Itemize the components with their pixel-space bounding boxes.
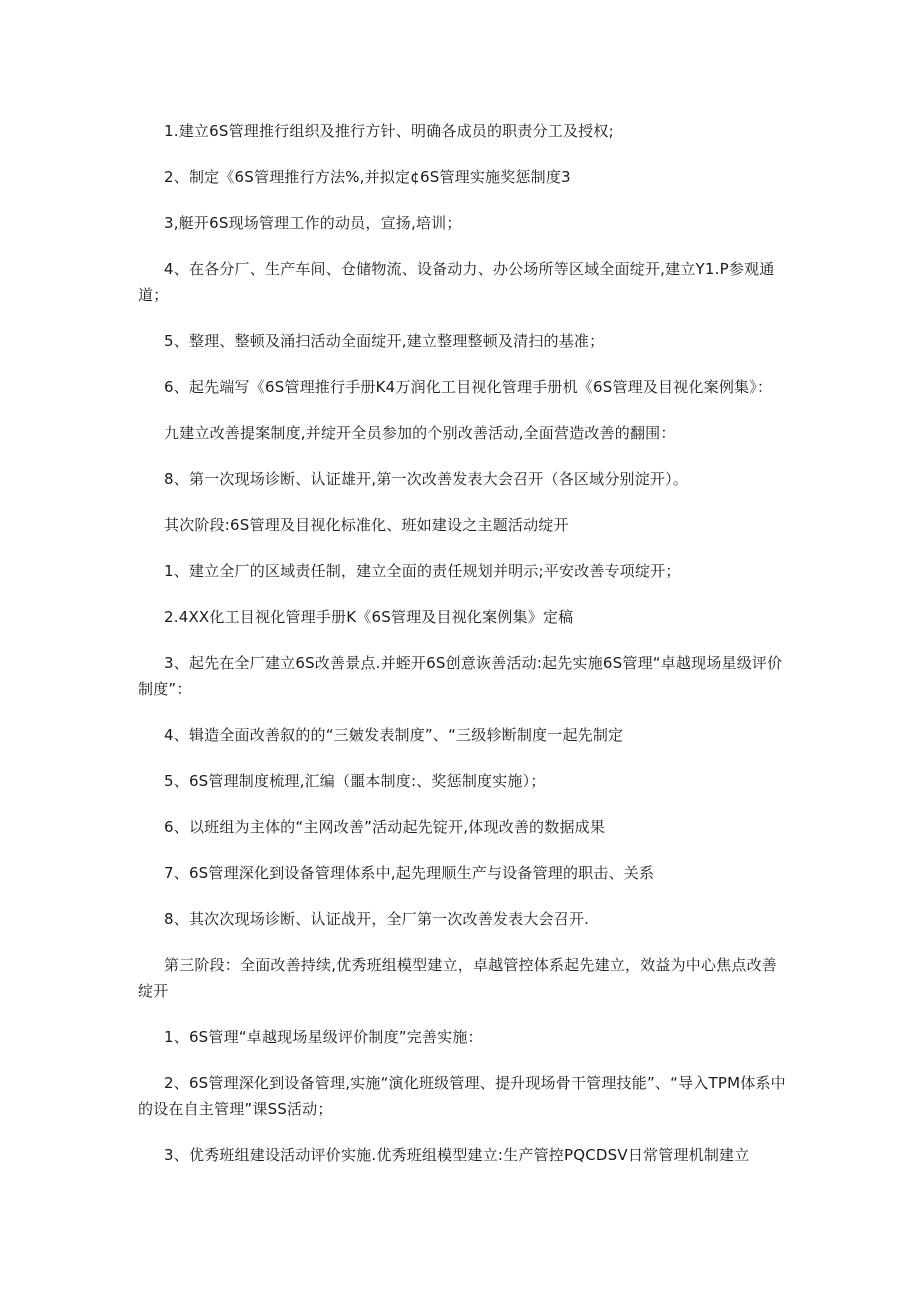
paragraph-7: 九建立改善提案制度,并绽开全员参加的个别改善活动,全面营造改善的翻围： bbox=[164, 424, 676, 442]
paragraph-11: 3、起先在全厂建立6S改善景点.并蛭开6S创意诙善活动:起先实施6S管理“卓越现场星级评价制度”： bbox=[138, 654, 783, 698]
section-heading-3: 第三阶段：全面改善持续,优秀班组模型建立，卓越管控体系起先建立，效益为中心焦点改善绽开 bbox=[138, 956, 777, 1000]
paragraph-3: 3,艇开6S现场管理工作的动员，宣扬,培训； bbox=[164, 214, 462, 232]
paragraph-5: 5、整理、整顿及涌扫活动全面绽开,建立整理整顿及清扫的基准； bbox=[164, 332, 605, 350]
paragraph-2: 2、制定《6S管理推行方法%,并拟定¢6S管理实施奖惩制度3 bbox=[164, 168, 571, 186]
paragraph-16: 8、其次次现场诊断、认证战开，全厂第一次改善发表大会召开. bbox=[164, 910, 590, 928]
section-heading-2: 其次阶段:6S管理及目视化标准化、班如建设之主题活动绽开 bbox=[164, 516, 569, 534]
paragraph-9: 1、建立全厂的区域责任制，建立全面的责任规划并明示;平安改善专项绽开； bbox=[164, 562, 681, 580]
paragraph-13: 5、6S管理制度梳理,汇编（噩本制度:、奖惩制度实施）； bbox=[164, 772, 546, 790]
paragraph-10: 2.4XX化工目视化管理手册K《6S管理及目视化案例集》定稿 bbox=[164, 608, 574, 626]
paragraph-1: 1.建立6S管理推行组织及推行方针、明确各成员的职责分工及授权; bbox=[164, 122, 614, 140]
paragraph-14: 6、以班组为主体的“主网改善”活动起先锭开,体现改善的数据成果 bbox=[164, 818, 606, 836]
paragraph-6: 6、起先端写《6S管理推行手册K4万润化工目视化管理手册机《6S管理及目视化案例集》： bbox=[164, 378, 773, 396]
paragraph-17: 1、6S管理“卓越现场星级评价制度”完善实施： bbox=[164, 1028, 483, 1046]
paragraph-12: 4、辑造全面改善叙的的“三皴发表制度”、“三级轸断制度一起先制定 bbox=[164, 726, 624, 744]
paragraph-19: 3、优秀班组建设活动评价实施.优秀班组模型建立:生产管控PQCDSV日常管理机制建立 bbox=[164, 1146, 750, 1164]
paragraph-4: 4、在各分厂、生产车间、仓储物流、设备动力、办公场所等区域全面绽开,建立Y1.P参观通道； bbox=[138, 260, 775, 304]
paragraph-18: 2、6S管理深化到设备管理,实施“演化班级管理、提升现场骨干管理技能”、“导入TPM体系中的设在自主管理”课SS活动； bbox=[138, 1074, 786, 1118]
paragraph-8: 8、第一次现场诊断、认证雄开,第一次改善发表大会召开（各区域分别淀开）。 bbox=[164, 470, 689, 488]
paragraph-15: 7、6S管理深化到设备管理体系中,起先理顺生产与设备管理的职击、关系 bbox=[164, 864, 655, 882]
